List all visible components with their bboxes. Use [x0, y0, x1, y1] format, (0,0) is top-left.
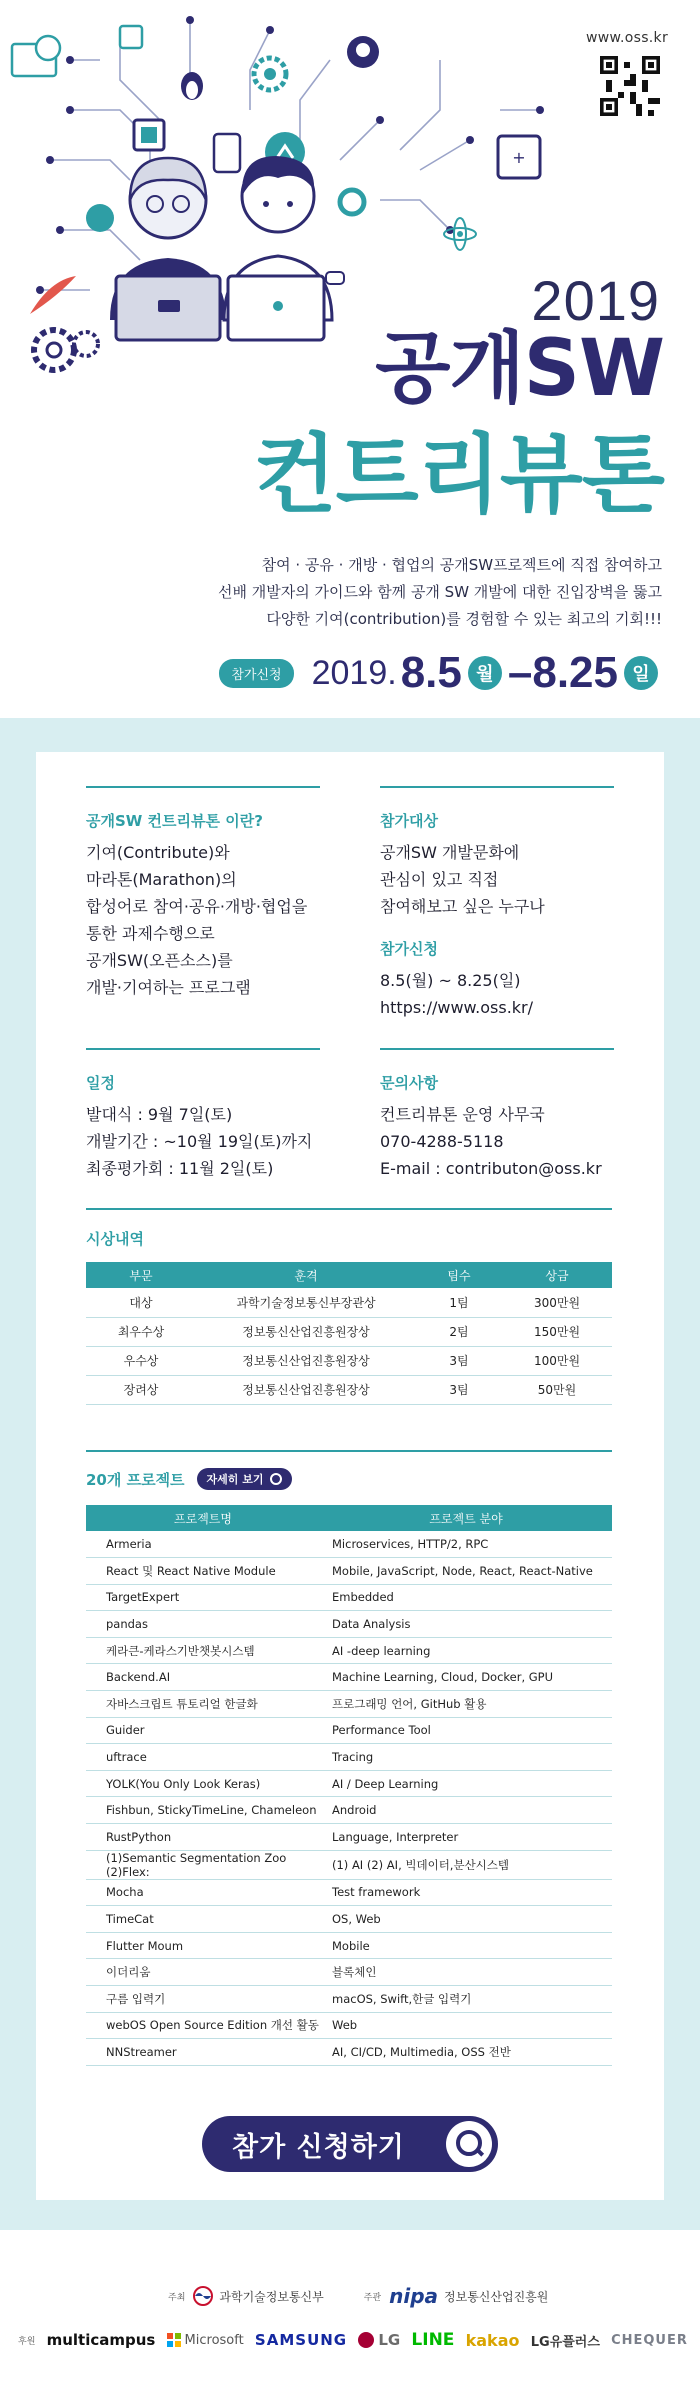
project-name-cell: 이더리움	[86, 1959, 320, 1986]
project-name-cell: Backend.AI	[86, 1664, 320, 1691]
project-field-cell: macOS, Swift,한글 입력기	[320, 1986, 612, 2013]
project-name-cell: Flutter Moum	[86, 1932, 320, 1959]
prize-col-header: 훈격	[196, 1262, 416, 1288]
project-field-cell: Web	[320, 2012, 612, 2039]
microsoft-icon	[167, 2333, 181, 2347]
prize-cell: 우수상	[86, 1346, 196, 1375]
prize-col-header: 부문	[86, 1262, 196, 1288]
table-row	[86, 1317, 612, 1346]
site-url[interactable]: www.oss.kr	[586, 30, 668, 46]
prize-col-header: 팀수	[416, 1262, 502, 1288]
prize-cell: 대상	[86, 1288, 196, 1317]
period-start: 8.5	[400, 648, 462, 697]
table-row	[86, 1850, 612, 1879]
project-field-cell: Performance Tool	[320, 1717, 612, 1744]
period-year: 2019.	[311, 653, 397, 692]
about-block	[86, 786, 320, 1001]
schedule-line: 최종평가회 : 11월 2일(토)	[86, 1159, 274, 1178]
prize-cell: 50만원	[502, 1375, 612, 1404]
contact-block	[380, 1048, 614, 1182]
intro-line: 다양한 기여(contribution)를 경험할 수 있는 최고의 기회!!!	[266, 610, 662, 628]
host-label: 주최	[168, 2292, 186, 2303]
project-field-cell: (1) AI (2) AI, 빅데이터,분산시스템	[320, 1850, 612, 1879]
about-line: 마라톤(Marathon)의	[86, 870, 237, 889]
project-name-cell: pandas	[86, 1611, 320, 1638]
table-row	[86, 1288, 612, 1317]
about-line: 개발·기여하는 프로그램	[86, 978, 251, 997]
about-line: 합성어로 참여·공유·개방·협업을	[86, 897, 308, 916]
project-name-cell: RustPython	[86, 1824, 320, 1851]
project-name-cell: webOS Open Source Edition 개선 활동	[86, 2012, 320, 2039]
about-line: 통한 과제수행으로	[86, 924, 215, 943]
end-day-badge: 일	[624, 656, 658, 690]
host-name: 과학기술정보통신부	[219, 2289, 324, 2304]
lg-icon	[358, 2332, 374, 2348]
hero-section	[0, 0, 700, 718]
target-line: 공개SW 개발문화에	[380, 843, 520, 862]
prize-cell: 과학기술정보통신부장관상	[196, 1288, 416, 1317]
schedule-line: 발대식 : 9월 7일(토)	[86, 1105, 233, 1124]
search-icon	[446, 2121, 492, 2167]
samsung-logo: SAMSUNG	[254, 2331, 348, 2349]
contact-phone[interactable]: 070-4288-5118	[380, 1132, 504, 1151]
organizer-label: 주관	[363, 2292, 382, 2303]
prize-table	[86, 1262, 612, 1405]
project-field-cell: Machine Learning, Cloud, Docker, GPU	[320, 1664, 612, 1691]
prize-cell: 100만원	[502, 1346, 612, 1375]
apply-button[interactable]	[202, 2116, 498, 2172]
about-line: 공개SW(오픈소스)를	[86, 951, 233, 970]
table-row	[86, 1584, 612, 1611]
support-label: 후원	[18, 2336, 36, 2347]
project-field-cell: Microservices, HTTP/2, RPC	[320, 1531, 612, 1558]
qr-code-icon[interactable]	[600, 56, 660, 116]
nipa-logo: nipa	[389, 2284, 439, 2308]
project-field-cell: OS, Web	[320, 1906, 612, 1933]
chequer-logo: CHEQUER	[611, 2332, 688, 2348]
about-line: 기여(Contribute)와	[86, 843, 230, 862]
prize-cell: 정보통신산업진흥원장상	[196, 1346, 416, 1375]
table-row	[86, 1531, 612, 1558]
prize-cell: 정보통신산업진흥원장상	[196, 1317, 416, 1346]
table-row	[86, 1691, 612, 1718]
apply-pill[interactable]: 참가신청	[219, 659, 293, 688]
project-name-cell: React 및 React Native Module	[86, 1558, 320, 1585]
prize-col-header: 상금	[502, 1262, 612, 1288]
organizer-name: 정보통신산업진흥원	[444, 2289, 549, 2304]
prize-cell: 300만원	[502, 1288, 612, 1317]
prize-cell: 2팀	[416, 1317, 502, 1346]
apply-heading: 참가신청	[380, 940, 438, 958]
table-row	[86, 1375, 612, 1404]
projects-heading: 20개 프로젝트	[86, 1470, 185, 1489]
project-field-cell: Mobile, JavaScript, Node, React, React-Native	[320, 1558, 612, 1585]
kakao-logo: kakao	[465, 2330, 520, 2350]
project-name-cell: 케라큰-케라스기반챗봇시스템	[86, 1637, 320, 1664]
prize-cell: 3팀	[416, 1346, 502, 1375]
prize-cell: 최우수상	[86, 1317, 196, 1346]
project-name-cell: 자바스크립트 튜토리얼 한글화	[86, 1691, 320, 1718]
search-icon	[270, 1473, 282, 1485]
lguplus-logo: LG유플러스	[530, 2334, 600, 2350]
projects-table	[86, 1505, 612, 2066]
table-row	[86, 1986, 612, 2013]
project-name-cell: Fishbun, StickyTimeLine, Chameleon	[86, 1797, 320, 1824]
project-field-cell: Embedded	[320, 1584, 612, 1611]
intro-line: 참여 · 공유 · 개방 · 협업의 공개SW프로젝트에 직접 참여하고	[261, 556, 662, 574]
microsoft-logo-wrap	[167, 2333, 244, 2348]
table-row	[86, 1637, 612, 1664]
microsoft-logo: Microsoft	[184, 2332, 244, 2348]
intro-line: 선배 개발자의 가이드와 함께 공개 SW 개발에 대한 진입장벽을 뚫고	[217, 583, 662, 601]
table-row	[86, 1346, 612, 1375]
project-field-cell: Language, Interpreter	[320, 1824, 612, 1851]
project-name-cell: NNStreamer	[86, 2039, 320, 2066]
project-field-cell: AI, CI/CD, Multimedia, OSS 전반	[320, 2039, 612, 2066]
table-row	[86, 1611, 612, 1638]
project-field-cell: Data Analysis	[320, 1611, 612, 1638]
government-emblem-icon	[193, 2286, 213, 2306]
about-heading: 공개SW 컨트리뷰톤 이란?	[86, 812, 263, 830]
lg-logo-wrap	[358, 2331, 400, 2349]
period-dash: –	[507, 648, 533, 697]
apply-link[interactable]: https://www.oss.kr/	[380, 998, 534, 1017]
table-row	[86, 1797, 612, 1824]
period-end: 8.25	[532, 648, 618, 697]
schedule-heading: 일정	[86, 1074, 115, 1092]
project-name-cell: uftrace	[86, 1744, 320, 1771]
table-row	[86, 1744, 612, 1771]
target-block	[380, 786, 614, 920]
sponsors-section	[0, 2230, 700, 2389]
project-field-cell: Mobile	[320, 1932, 612, 1959]
project-name-cell: Mocha	[86, 1879, 320, 1906]
project-name-cell: Guider	[86, 1717, 320, 1744]
lg-logo: LG	[378, 2331, 401, 2349]
project-name-cell: (1)Semantic Segmentation Zoo (2)Flex:	[86, 1850, 320, 1879]
prize-cell: 장려상	[86, 1375, 196, 1404]
table-row	[86, 1824, 612, 1851]
project-field-cell: 프로그래밍 언어, GitHub 활용	[320, 1691, 612, 1718]
multicampus-logo: multicampus	[46, 2331, 156, 2349]
detail-label: 자세히 보기	[206, 1473, 264, 1486]
target-line: 관심이 있고 직접	[380, 870, 499, 889]
host-row	[168, 2284, 548, 2308]
table-row	[86, 1558, 612, 1585]
project-name-cell: 구름 입력기	[86, 1986, 320, 2013]
contact-line: 컨트리뷰톤 운영 사무국	[380, 1105, 545, 1124]
project-col-header: 프로젝트 분야	[320, 1505, 612, 1531]
projects-divider	[86, 1450, 612, 1452]
table-row	[86, 1959, 612, 1986]
intro-text	[182, 552, 662, 633]
event-year: 2019	[531, 269, 660, 332]
apply-line: 8.5(월) ~ 8.25(일)	[380, 971, 521, 990]
table-row	[86, 2012, 612, 2039]
project-field-cell: Tracing	[320, 1744, 612, 1771]
line-logo: LINE	[411, 2330, 455, 2350]
prize-cell: 150만원	[502, 1317, 612, 1346]
prize-cell: 1팀	[416, 1288, 502, 1317]
projects-heading-row	[86, 1468, 292, 1490]
supporters-row	[18, 2330, 688, 2350]
title-line2: 컨트리뷰톤	[253, 425, 664, 525]
table-row	[86, 1879, 612, 1906]
svg-text:+: +	[512, 148, 526, 167]
table-row	[86, 1906, 612, 1933]
title-line1: 공개SW	[375, 324, 664, 414]
project-name-cell: TargetExpert	[86, 1584, 320, 1611]
prize-cell: 3팀	[416, 1375, 502, 1404]
apply-button-label: 참가 신청하기	[232, 2131, 405, 2163]
project-name-cell: TimeCat	[86, 1906, 320, 1933]
target-line: 참여해보고 싶은 누구나	[380, 897, 545, 916]
target-heading: 참가대상	[380, 812, 438, 830]
table-row	[86, 1717, 612, 1744]
table-row	[86, 2039, 612, 2066]
project-name-cell: Armeria	[86, 1531, 320, 1558]
apply-block	[380, 938, 533, 1021]
project-field-cell: Android	[320, 1797, 612, 1824]
prize-cell: 정보통신산업진흥원장상	[196, 1375, 416, 1404]
project-field-cell: 블록체인	[320, 1959, 612, 1986]
schedule-line: 개발기간 : ~10월 19일(토)까지	[86, 1132, 313, 1151]
project-col-header: 프로젝트명	[86, 1505, 320, 1531]
table-row	[86, 1932, 612, 1959]
table-row	[86, 1770, 612, 1797]
project-field-cell: Test framework	[320, 1879, 612, 1906]
apply-period	[219, 648, 664, 698]
project-name-cell: YOLK(You Only Look Keras)	[86, 1770, 320, 1797]
prize-divider	[86, 1208, 612, 1210]
schedule-block	[86, 1048, 320, 1182]
prize-heading: 시상내역	[86, 1230, 144, 1248]
project-field-cell: AI -deep learning	[320, 1637, 612, 1664]
contact-email[interactable]: E-mail : contributon@oss.kr	[380, 1159, 602, 1178]
project-field-cell: AI / Deep Learning	[320, 1770, 612, 1797]
table-row	[86, 1664, 612, 1691]
start-day-badge: 월	[468, 656, 502, 690]
detail-button[interactable]	[197, 1468, 292, 1490]
contact-heading: 문의사항	[380, 1074, 438, 1092]
